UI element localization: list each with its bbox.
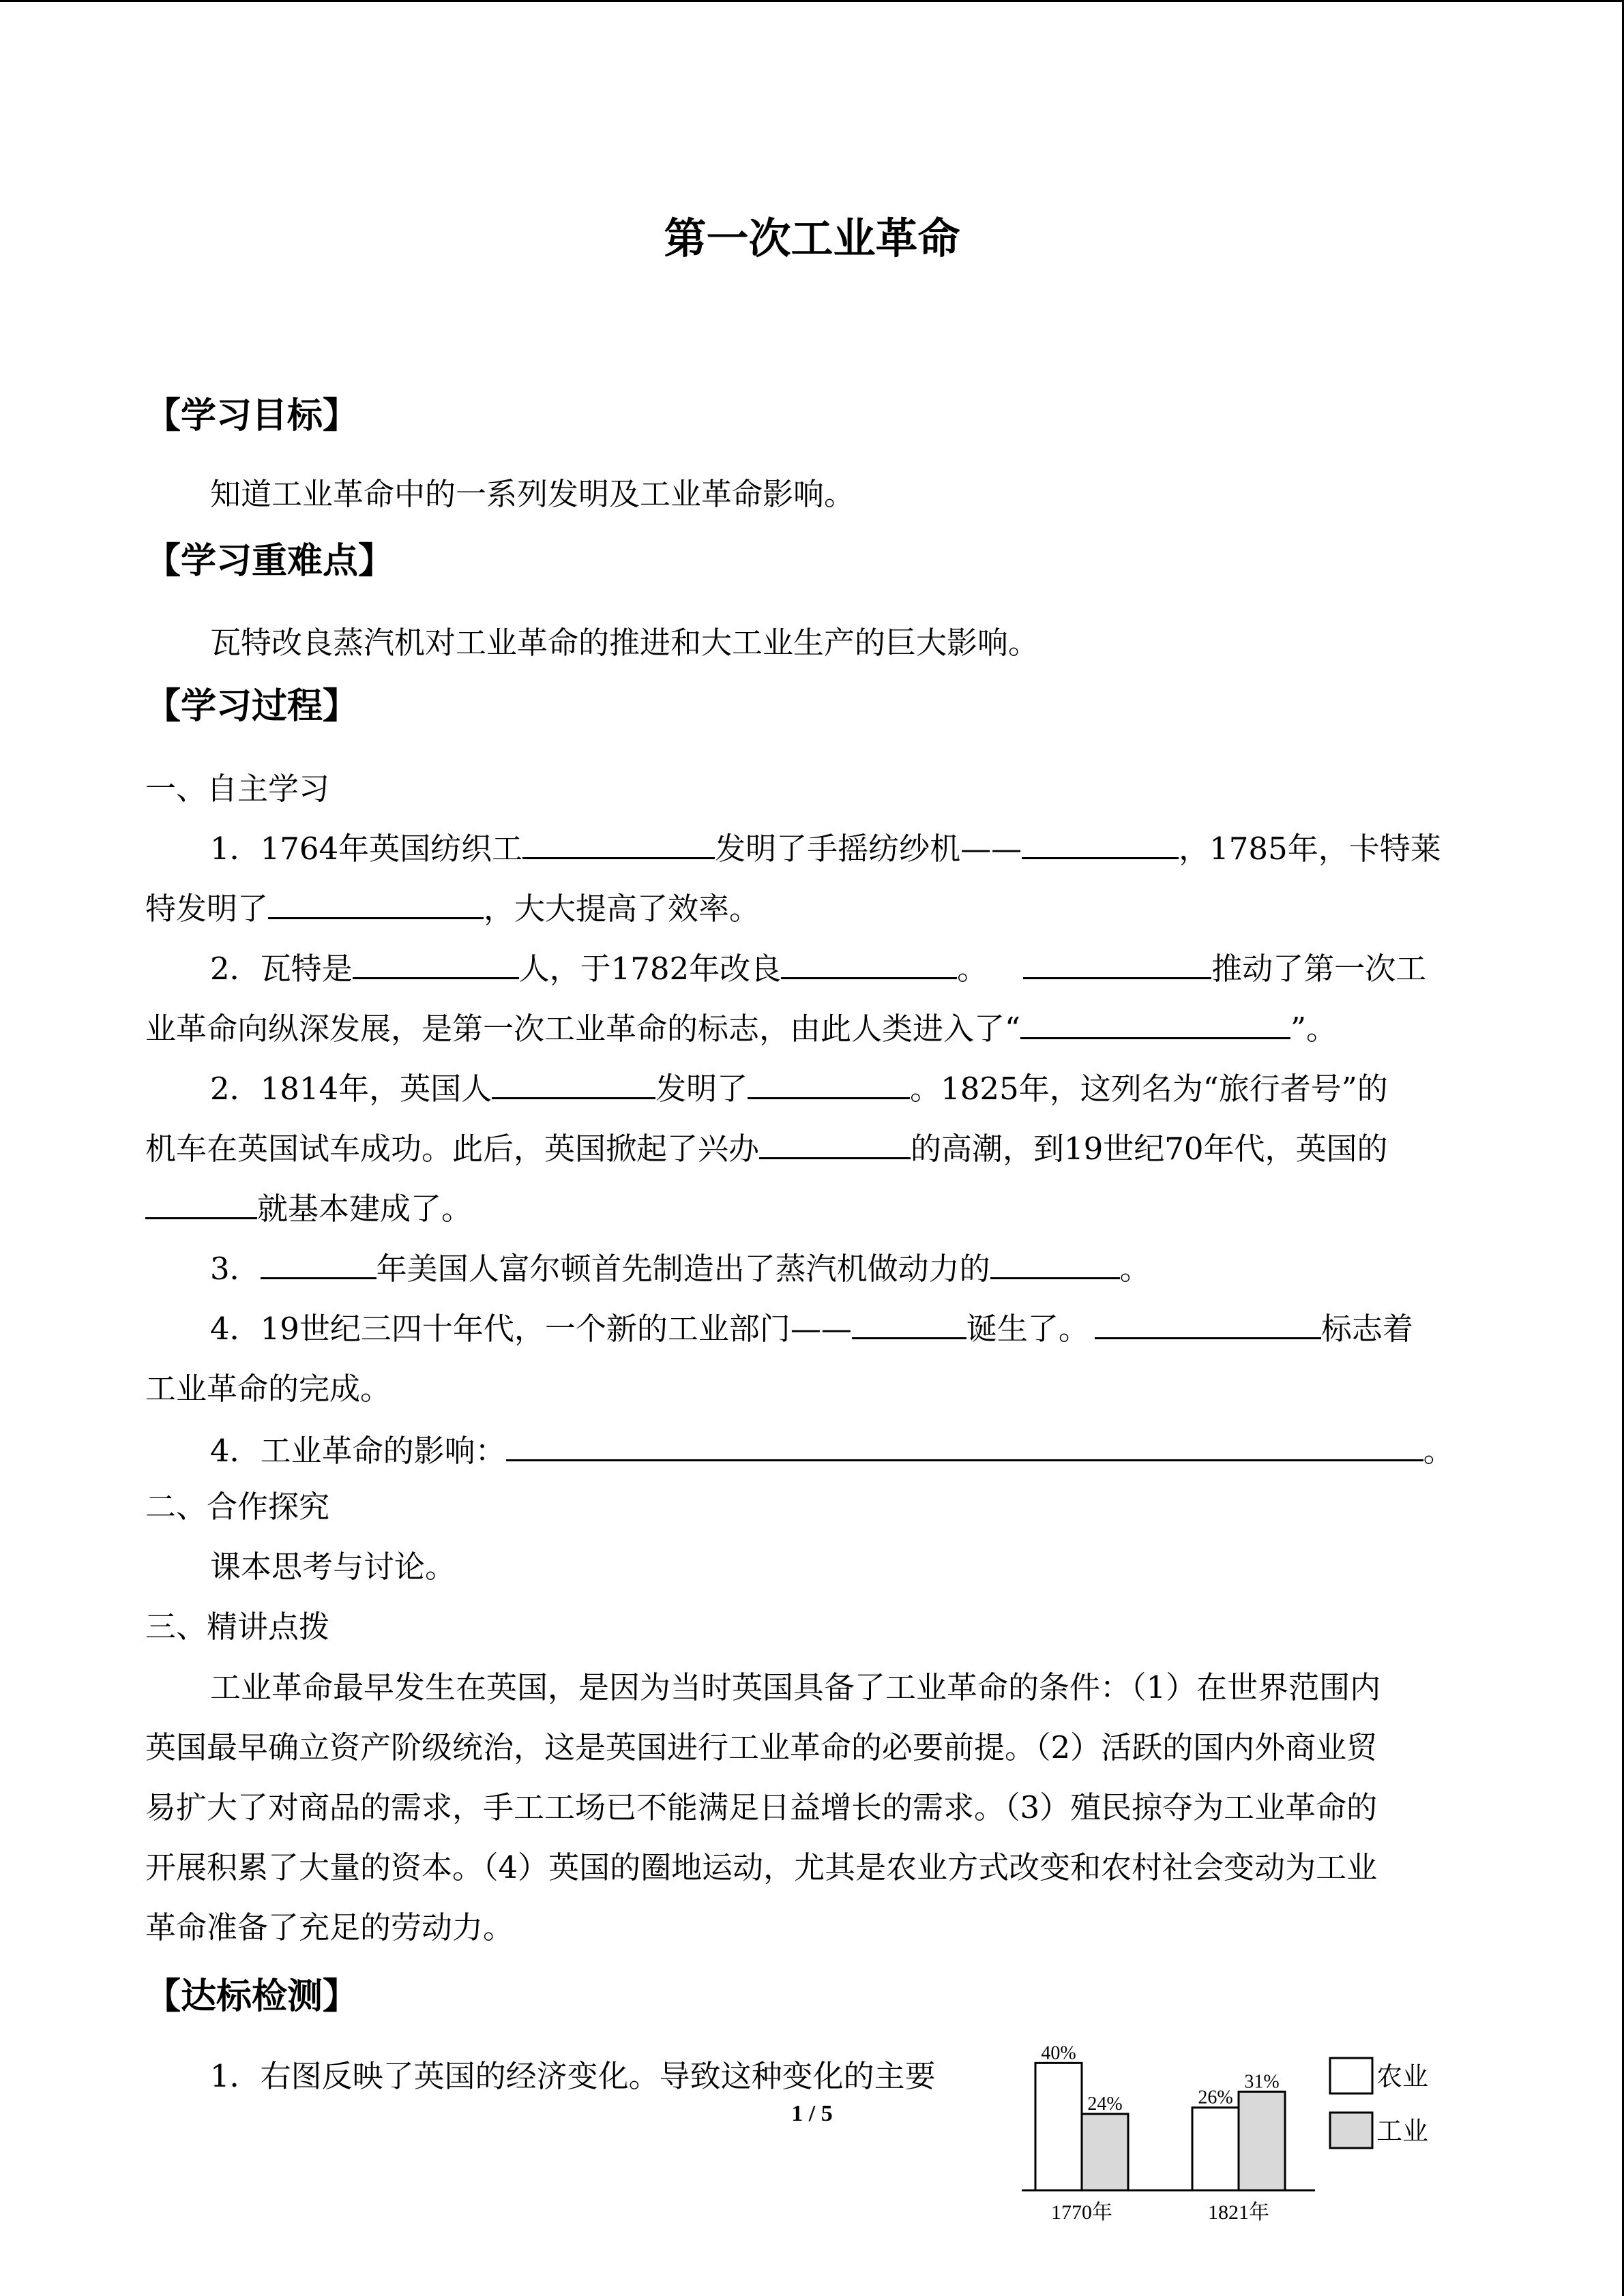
q4-text-3: 。 [1119,1251,1151,1287]
answer-blank[interactable] [1023,946,1211,979]
q3-text-5: 的高潮，到19世纪70年代，英国的 [911,1131,1388,1167]
answer-blank[interactable] [506,1428,1423,1461]
q5-text-1: 4．19世纪三四十年代，一个新的工业部门—— [210,1311,852,1347]
q1-text-4: 特发明了 [145,891,269,927]
q6-text-1: 4．工业革命的影响： [210,1433,506,1469]
answer-blank[interactable] [781,946,957,979]
q4-text-2: 年美国人富尔顿首先制造出了蒸汽机做动力的 [376,1251,990,1287]
subheading-cooperative-inquiry: 二、合作探究 [145,1489,330,1525]
q3-text-1: 2．1814年，英国人 [210,1071,492,1107]
answer-blank[interactable] [492,1066,655,1099]
question-3-line-3 [145,1185,1475,1233]
q2-text-1: 2．瓦特是 [210,951,353,987]
answer-blank[interactable] [522,826,715,859]
subheading-key-explanation: 三、精讲点拨 [145,1609,330,1645]
text-key-points: 瓦特改良蒸汽机对工业革命的推进和大工业生产的巨大影响。 [210,625,1039,661]
explanation-line-4: 开展积累了大量的资本。（4）英国的圈地运动，尤其是农业方式改变和农村社会变动为工业 [145,1849,1378,1885]
q3-text-2: 发明了 [655,1071,748,1107]
question-1-line-1 [210,825,1475,873]
heading-assessment: 【达标检测】 [145,1976,359,2017]
bar-value-label: 40% [1041,2042,1076,2064]
bar-工业-1821年 [1239,2091,1285,2190]
q5-text-2: 诞生了。 [966,1311,1089,1347]
explanation-line-5: 革命准备了充足的劳动力。 [145,1909,514,1945]
bar-value-label: 26% [1198,2087,1233,2108]
q2-text-4: 推动了第一次工 [1211,951,1427,987]
q2-text-6: ”。 [1290,1011,1338,1047]
q4-text-1: 3． [210,1251,261,1287]
answer-blank[interactable] [261,1246,377,1279]
answer-blank[interactable] [990,1246,1120,1279]
legend-label: 农业 [1376,2061,1429,2091]
bar-农业-1821年 [1192,2108,1239,2190]
q2-text-3: 。 [957,951,988,987]
heading-learning-process: 【学习过程】 [145,686,359,727]
legend-label: 工业 [1376,2116,1429,2146]
subheading-self-study: 一、自主学习 [145,771,330,807]
bar-工业-1770年 [1082,2114,1128,2190]
explanation-line-2: 英国最早确立资产阶级统治，这是英国进行工业革命的必要前提。（2）活跃的国内外商业贸 [145,1729,1378,1765]
bar-农业-1770年 [1035,2063,1082,2190]
question-2-line-1 [210,945,1475,993]
assessment-question-1: 1．右图反映了英国的经济变化。导致这种变化的主要 [210,2058,936,2094]
question-3-line-2 [145,1125,1475,1173]
answer-blank[interactable] [1022,826,1179,859]
page-number: 1 / 5 [791,2101,833,2126]
q3-text-6: 就基本建成了。 [257,1191,473,1227]
bar-value-label: 24% [1087,2093,1123,2115]
question-3-line-1 [210,1065,1475,1113]
page-title: 第一次工业革命 [664,213,960,263]
q1-text-3: ，1785年，卡特莱 [1179,831,1441,867]
heading-learning-goals: 【学习目标】 [145,396,359,436]
bar-value-label: 31% [1244,2071,1280,2093]
q6-text-2: 。 [1423,1433,1454,1469]
economy-bar-chart [1009,2039,1446,2237]
answer-blank[interactable] [748,1066,910,1099]
answer-blank[interactable] [1020,1006,1290,1039]
answer-blank[interactable] [759,1126,911,1159]
explanation-line-1: 工业革命最早发生在英国，是因为当时英国具备了工业革命的条件：（1）在世界范围内 [210,1669,1381,1705]
question-2-line-2 [145,1005,1475,1053]
question-5-line-1 [210,1305,1475,1353]
answer-blank[interactable] [268,886,484,919]
text-cooperative-inquiry: 课本思考与讨论。 [210,1549,456,1585]
q3-text-4: 机车在英国试车成功。此后，英国掀起了兴办 [145,1131,760,1167]
text-learning-goals: 知道工业革命中的一系列发明及工业革命影响。 [210,476,855,512]
q2-text-2: 人，于1782年改良 [518,951,782,987]
question-6-line [210,1427,1475,1475]
explanation-line-3: 易扩大了对商品的需求，手工工场已不能满足日益增长的需求。（3）殖民掠夺为工业革命的 [145,1789,1378,1825]
q2-text-5: 业革命向纵深发展，是第一次工业革命的标志，由此人类进入了“ [145,1011,1021,1047]
legend-swatch [1330,2058,1372,2093]
x-tick-label: 1770年 [1051,2201,1112,2224]
question-4-line [210,1245,1475,1293]
answer-blank[interactable] [1095,1306,1321,1339]
q3-text-3: 。1825年，这列名为“旅行者号”的 [910,1071,1388,1107]
answer-blank[interactable] [353,946,519,979]
answer-blank[interactable] [145,1186,257,1219]
q1-text-5: ，大大提高了效率。 [484,891,761,927]
legend-swatch [1330,2113,1372,2148]
answer-blank[interactable] [852,1306,966,1339]
q5-text-3: 标志着 [1320,1311,1413,1347]
q1-text-1: 1．1764年英国纺织工 [210,831,523,867]
x-tick-label: 1821年 [1208,2201,1269,2224]
question-5-line-2: 工业革命的完成。 [145,1371,392,1407]
q1-text-2: 发明了手摇纺纱机—— [715,831,1022,867]
question-1-line-2 [145,885,1475,933]
heading-key-points: 【学习重难点】 [145,541,394,582]
